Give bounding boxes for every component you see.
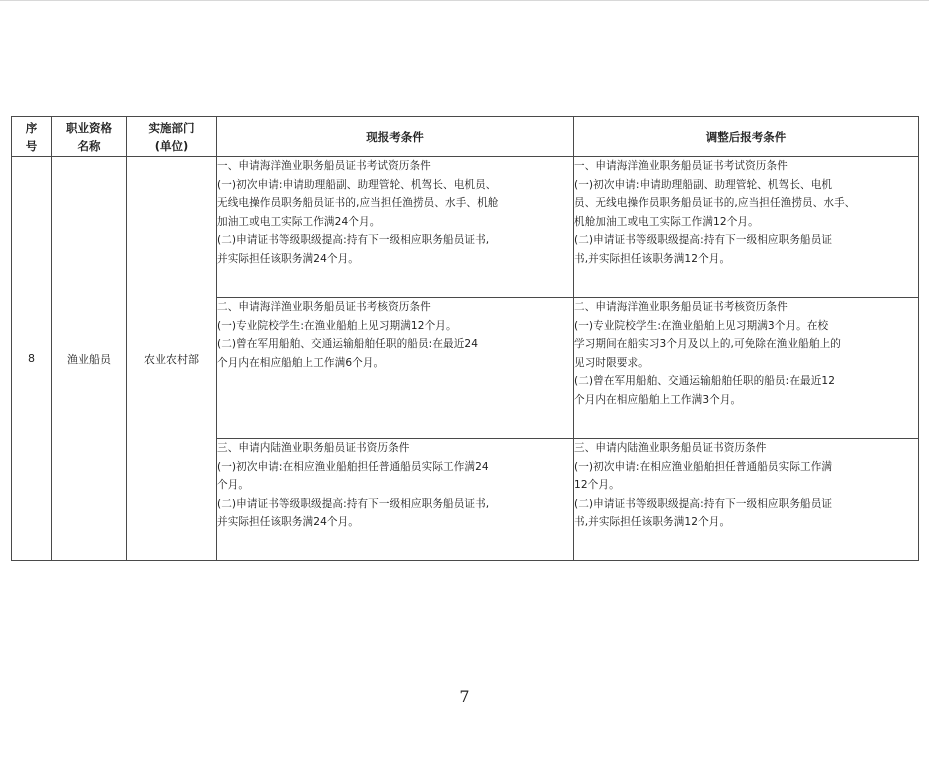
text-line: 个月内在相应船舶上工作满6个月。: [217, 356, 385, 369]
header-qualification: [52, 117, 127, 157]
text-line: (二)曾在军用船舶、交通运输船舶任职的船员:在最近24: [217, 338, 479, 350]
cell-adjusted-section-3: [574, 439, 919, 561]
text-line: 三、申请内陆渔业职务船员证书资历条件: [574, 442, 767, 454]
text-line: 书,并实际担任该职务满12个月。: [574, 516, 731, 528]
header-department-line2: (单位): [154, 138, 189, 153]
top-divider: [0, 0, 929, 1]
text-line: 员、无线电操作员职务船员证书的,应当担任渔捞员、水手、: [574, 197, 856, 209]
text-line: 二、申请海洋渔业职务船员证书考核资历条件: [574, 301, 788, 313]
text-line: 12个月。: [574, 479, 620, 491]
text-line: 无线电操作员职务船员证书的,应当担任渔捞员、水手、机舱: [217, 197, 499, 209]
header-current-conditions: 现报考条件: [217, 117, 574, 157]
cell-adjusted-section-1: [574, 157, 919, 298]
text-line: 书,并实际担任该职务满12个月。: [574, 252, 731, 265]
text-line: (一)初次申请:在相应渔业船舶担任普通船员实际工作满24: [217, 460, 489, 473]
header-department: [127, 117, 217, 157]
text-line: (一)初次申请:申请助理船副、助理管轮、机驾长、电机: [574, 178, 833, 191]
header-seq-line1: 序: [25, 120, 38, 135]
header-seq-line2: 号: [25, 138, 38, 153]
text-line: (一)初次申请:在相应渔业船舶担任普通船员实际工作满: [574, 460, 833, 473]
cell-current-section-1: [217, 157, 574, 298]
qualification-conditions-table: [11, 116, 919, 561]
text-line: (二)申请证书等级职级提高:持有下一级相应职务船员证: [574, 234, 833, 246]
table-row: [12, 157, 919, 298]
text-line: 并实际担任该职务满24个月。: [217, 252, 360, 265]
header-adjusted-conditions: 调整后报考条件: [574, 117, 919, 157]
text-line: (一)初次申请:申请助理船副、助理管轮、机驾长、电机员、: [217, 178, 497, 191]
cell-current-section-3: [217, 439, 574, 561]
text-line: 并实际担任该职务满24个月。: [217, 516, 360, 528]
cell-qualification: 渔业船员: [52, 157, 127, 561]
text-line: 二、申请海洋渔业职务船员证书考核资历条件: [217, 301, 431, 313]
text-line: (一)专业院校学生:在渔业船舶上见习期满3个月。在校: [574, 319, 829, 332]
header-qualification-line2: 名称: [77, 138, 101, 153]
text-line: (二)申请证书等级职级提高:持有下一级相应职务船员证书,: [217, 234, 490, 246]
text-line: (二)申请证书等级职级提高:持有下一级相应职务船员证书,: [217, 497, 490, 510]
text-line: (二)申请证书等级职级提高:持有下一级相应职务船员证: [574, 497, 833, 510]
cell-adjusted-section-2: [574, 298, 919, 439]
text-line: (二)曾在军用船舶、交通运输船舶任职的船员:在最近12: [574, 375, 836, 387]
text-line: 个月。: [217, 479, 250, 491]
text-line: 个月内在相应船舶上工作满3个月。: [574, 393, 742, 406]
text-line: 加油工或电工实际工作满24个月。: [217, 215, 381, 228]
text-line: 机舱加油工或电工实际工作满12个月。: [574, 215, 759, 228]
text-line: 一、申请海洋渔业职务船员证书考试资历条件: [574, 160, 788, 172]
cell-seq: 8: [12, 157, 52, 561]
header-qualification-line1: 职业资格: [66, 120, 112, 135]
cell-current-section-2: [217, 298, 574, 439]
header-seq: [12, 117, 52, 157]
text-line: 学习期间在船实习3个月及以上的,可免除在渔业船舶上的: [574, 338, 841, 350]
page-number: 7: [459, 687, 470, 706]
header-department-line1: 实施部门: [148, 120, 195, 135]
text-line: 一、申请海洋渔业职务船员证书考试资历条件: [217, 160, 431, 172]
text-line: (一)专业院校学生:在渔业船舶上见习期满12个月。: [217, 319, 457, 332]
header-row: [12, 117, 919, 157]
cell-department: 农业农村部: [127, 157, 217, 561]
text-line: 三、申请内陆渔业职务船员证书资历条件: [217, 442, 410, 454]
text-line: 见习时限要求。: [574, 356, 649, 369]
